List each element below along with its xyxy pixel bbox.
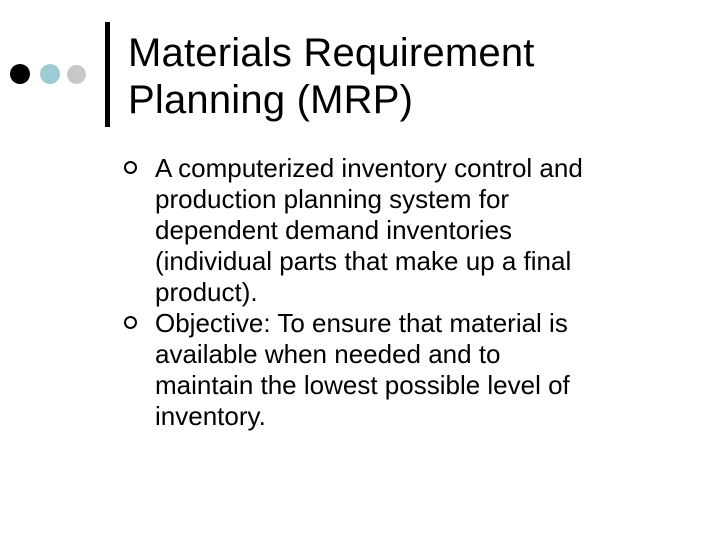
bullet-line: A computerized inventory control and bbox=[155, 153, 583, 183]
decorative-dots bbox=[10, 64, 100, 86]
title-divider bbox=[105, 22, 110, 127]
bullet-text bbox=[155, 153, 684, 308]
bullet-line: dependent demand inventories bbox=[155, 215, 513, 245]
title-line: Materials Requirement bbox=[128, 31, 535, 75]
bullet-line: maintain the lowest possible level of bbox=[155, 370, 570, 400]
dot-icon bbox=[67, 65, 86, 84]
bullet-line: (individual parts that make up a final bbox=[155, 246, 572, 276]
bullet-item bbox=[124, 153, 684, 308]
bullet-item bbox=[124, 308, 684, 432]
bullet-line: production planning system for bbox=[155, 184, 510, 214]
bullet-list bbox=[124, 153, 684, 432]
bullet-circle-icon bbox=[124, 161, 137, 174]
bullet-circle-icon bbox=[124, 316, 137, 329]
bullet-line: available when needed and to bbox=[155, 339, 501, 369]
bullet-line: product). bbox=[155, 277, 258, 307]
title-line: Planning (MRP) bbox=[128, 78, 414, 122]
bullet-line: inventory. bbox=[155, 401, 266, 431]
dot-icon bbox=[10, 64, 30, 84]
dot-icon bbox=[40, 64, 60, 84]
bullet-text bbox=[155, 308, 684, 432]
bullet-line: Objective: To ensure that material is bbox=[155, 308, 568, 338]
slide-title bbox=[128, 30, 535, 124]
